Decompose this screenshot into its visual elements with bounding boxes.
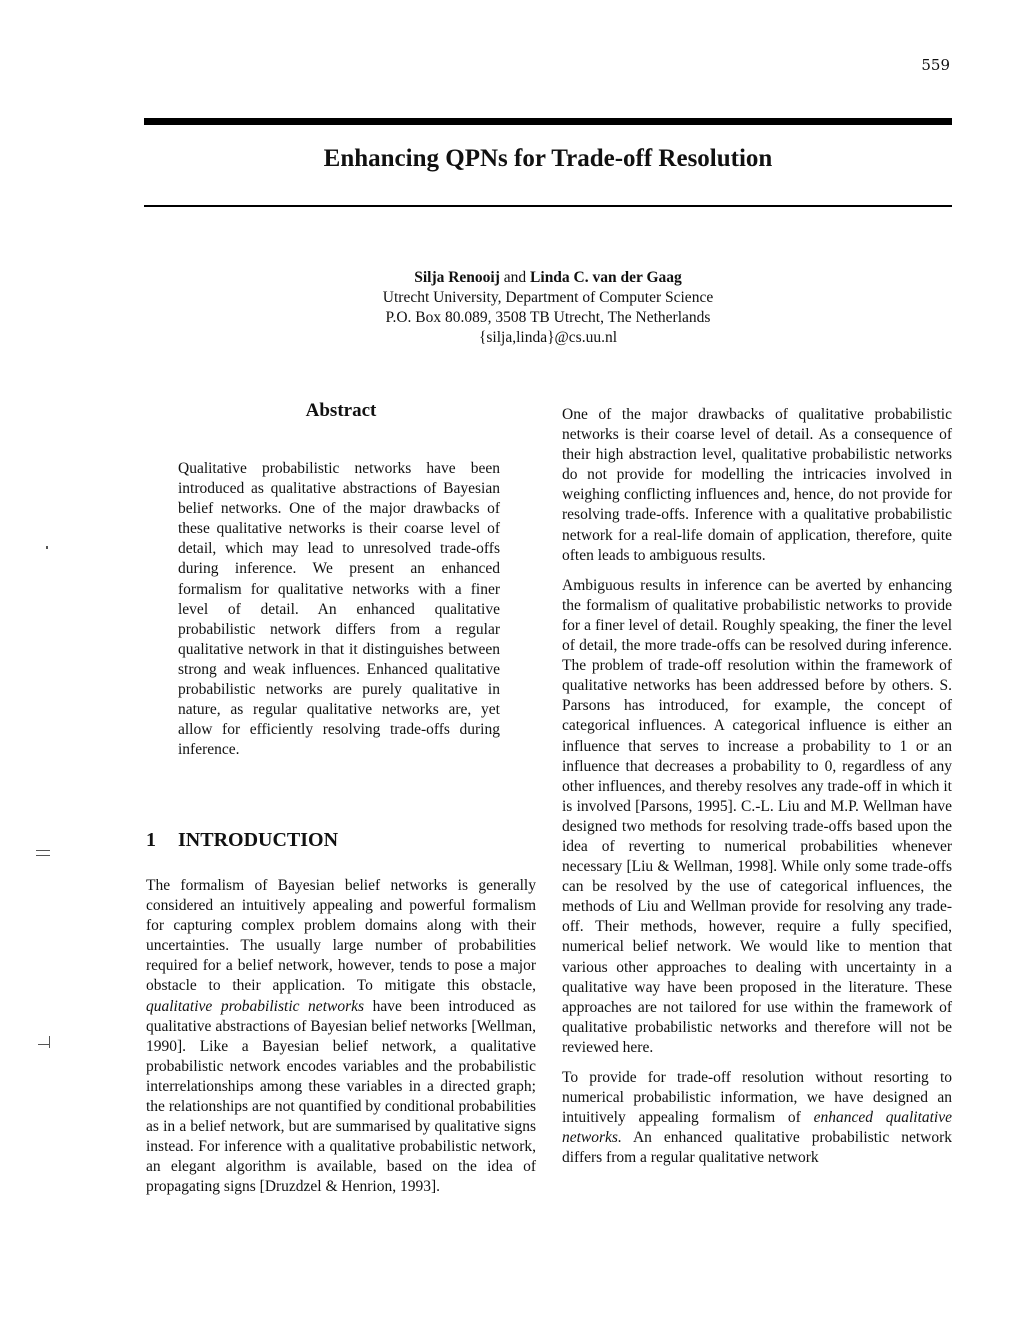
abstract-heading: Abstract	[305, 400, 377, 421]
intro-p1-text-a: The formalism of Bayesian belief networks is generally considered an intuitively appealing and powerful formalism for capturing complex problem domains along with their uncertainties. The usually large number of probabilities required for a belief network, however, tends to pose a major obstacle to their application. To mitigate this obstacle,	[146, 877, 536, 995]
author-names	[144, 268, 952, 288]
section-number: 1	[146, 829, 156, 851]
abstract-text: Qualitative probabilistic networks have been introduced as qualitative abstractions of Bayesian belief networks. One of the major drawbacks of these qualitative networks is their coarse level of detail, which may lead to unresolved trade-offs during inference. We present an enhanced formalism for qualitative networks with a finer level of detail. An enhanced qualitative probabilistic network differs from a regular qualitative network in that it distinguishes between strong and weak influences. Enhanced qualitative probabilistic networks are purely qualitative in nature, as regular qualitative networks are, yet allow for efficiently resolving trade-offs during inference.	[178, 460, 500, 759]
paper-title: Enhancing QPNs for Trade-off Resolution	[323, 145, 773, 172]
section-title: INTRODUCTION	[178, 829, 339, 851]
author-email: {silja,linda}@cs.uu.nl	[478, 329, 618, 346]
intro-p1-emphasis: qualitative probabilistic networks	[146, 997, 365, 1015]
author-block	[144, 268, 952, 348]
scan-mark-4	[49, 1036, 50, 1048]
scan-mark-1	[36, 850, 50, 851]
author-address: P.O. Box 80.089, 3508 TB Utrecht, The Netherlands	[385, 309, 711, 326]
author-conjunction: and	[503, 269, 527, 286]
scan-mark-5	[46, 546, 48, 549]
scan-mark-2	[36, 855, 50, 856]
intro-paragraph-4	[562, 1068, 952, 1168]
author-2: Linda C. van der Gaag	[530, 269, 682, 286]
intro-paragraph-3: Ambiguous results in inference can be averted by enhancing the formalism of qualitative probabilistic networks to provide for a finer level of detail. Roughly speaking, the finer the level of detail, the more trade-offs can be resolved during inference. The problem of trade-off resolution within the framework of qualitative networks has been addressed before by others. S. Parsons has introduced, for example, the concept of categorical influences. A categorical influence is either an influence that serves to increase a probability to 1 or an influence that decreases a probability to 0, regardless of any other influences, and thereby resolves any trade-off in which it is involved [Parsons, 1995]. C.-L. Liu and M.P. Wellman have designed two methods for resolving trade-offs based upon the idea of reverting to numerical probabilities whenever necessary [Liu & Wellman, 1998]. While only some trade-offs can be resolved by the use of categorical influences, the methods of Liu and Wellman provide for resolving any trade-off. Their methods, however, require a fully specified, numerical belief network. We would like to mention that various other approaches to dealing with uncertainty in a qualitative way have been proposed in the literature. These approaches are not tailored for use within the framework of qualitative probabilistic networks and therefore will not be reviewed here.	[562, 576, 952, 1056]
intro-p1-text-b: have been introduced as qualitative abstractions of Bayesian belief networks [Wellman, 1990]. Like a Bayesian belief network, a qualitative probabilistic network encodes variables and the probabilistic interrelationships among these variables in a directed graph; the relationships are not quantified by conditional probabilities as in a belief network, but are summarised by qualitative signs instead. For inference with a qualitative probabilistic network, an elegant algorithm is available, based on the idea of propagating signs [Druzdzel & Henrion, 1993].	[146, 997, 536, 1196]
title-top-rule	[144, 118, 952, 125]
page-number: 559	[921, 56, 950, 74]
abstract-body	[178, 459, 500, 760]
intro-paragraph-2: One of the major drawbacks of qualitative probabilistic networks is their coarse level of detail. As a consequence of their high abstraction level, qualitative probabilistic networks do not provide for modelling the intricacies involved in weighing conflicting influences and, hence, do not provide for resolving trade-offs. Inference with a qualitative probabilistic network for a real-life domain of application, therefore, quite often leads to ambiguous results.	[562, 406, 952, 564]
title-bottom-rule	[144, 205, 952, 207]
introduction-left-column	[146, 876, 536, 1198]
intro-p4-text-b: An enhanced qualitative probabilistic network differs from a regular qualitative network	[562, 1129, 952, 1167]
introduction-right-column	[562, 405, 952, 1168]
intro-paragraph-1	[146, 876, 536, 1198]
author-1: Silja Renooij	[414, 269, 500, 286]
intro-p4-text-a: To provide for trade-off resolution without resorting to numerical probabilistic information, we have designed an intuitively appealing formalism of	[562, 1069, 952, 1127]
intro-p4-emphasis: enhanced qualitative networks.	[562, 1109, 953, 1147]
author-affiliation: Utrecht University, Department of Computer Science	[382, 289, 714, 306]
section-heading-introduction	[146, 829, 338, 852]
